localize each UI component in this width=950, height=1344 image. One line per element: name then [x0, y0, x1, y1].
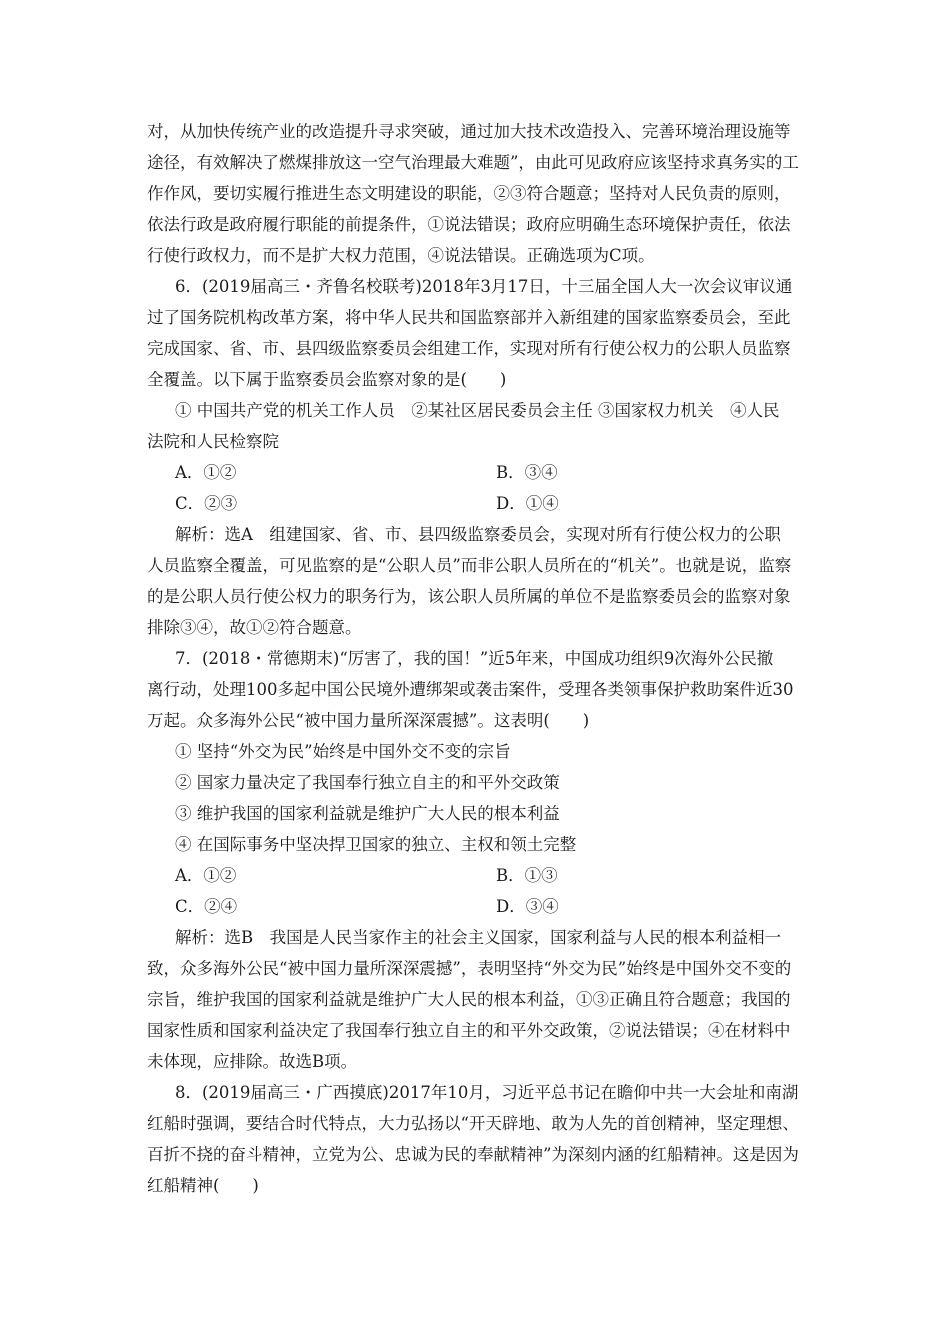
text-line: 途径，有效解决了燃煤排放这一空气治理最大难题”，由此可见政府应该坚持求真务实的工: [147, 153, 799, 172]
option-b: B．③④: [496, 463, 558, 482]
question-7-stem: 离行动，处理100多起中国公民境外遭绑架或袭击案件，受理各类领事保护救助案件近30: [147, 680, 794, 699]
question-6-stem: 完成国家、省、市、县四级监察委员会组建工作，实现对所有行使公权力的公职人员监察: [147, 339, 791, 358]
text-line: 行使行政权力，而不是扩大权力范围，④说法错误。正确选项为C项。: [147, 246, 655, 265]
question-6-analysis: 解析：选A 组建国家、省、市、县四级监察委员会，实现对所有行使公权力的公职: [175, 525, 781, 544]
question-7-stem: 万起。众多海外公民“被中国力量所深深震撼”。这表明( ): [147, 711, 590, 730]
question-7-stem: 7．(2018・常德期末)“厉害了，我的国！”近5年来，中国成功组织9次海外公民撤: [175, 649, 774, 668]
option-c: C．②④: [175, 897, 238, 916]
question-6-analysis: 的是公职人员行使公权力的职务行为，该公职人员所属的单位不是监察委员会的监察对象: [147, 587, 791, 606]
text-line: 依法行政是政府履行职能的前提条件，①说法错误；政府应明确生态环境保护责任，依法: [147, 215, 791, 234]
question-7-item: ② 国家力量决定了我国奉行独立自主的和平外交政策: [175, 773, 560, 792]
question-6-analysis: 人员监察全覆盖，可见监察的是“公职人员”而非公职人员所在的“机关”。也就是说，监察: [147, 556, 792, 575]
option-a: A．①②: [175, 866, 237, 885]
question-7-analysis: 解析：选B 我国是人民当家作主的社会主义国家，国家利益与人民的根本利益相一: [175, 928, 782, 947]
question-7-analysis: 未体现，应排除。故选B项。: [147, 1052, 358, 1071]
option-c: C．②③: [175, 494, 238, 513]
question-8-stem: 红船精神( ): [147, 1176, 259, 1195]
question-6-items: 法院和人民检察院: [147, 432, 279, 451]
option-d: D．③④: [496, 897, 559, 916]
question-7-analysis: 宗旨，维护我国的国家利益就是维护广大人民的根本利益，①③正确且符合题意；我国的: [147, 990, 791, 1009]
option-b: B．①③: [496, 866, 558, 885]
question-8-stem: 百折不挠的奋斗精神，立党为公、忠诚为民的奉献精神”为深刻内涵的红船精神。这是因为: [147, 1145, 799, 1164]
question-8-stem: 8．(2019届高三・广西摸底)2017年10月，习近平总书记在瞻仰中共一大会址和南湖: [175, 1083, 799, 1102]
question-7-item: ④ 在国际事务中坚决捍卫国家的独立、主权和领土完整: [175, 835, 577, 854]
question-7-item: ① 坚持“外交为民”始终是中国外交不变的宗旨: [175, 742, 511, 761]
question-6-analysis: 排除③④，故①②符合题意。: [147, 618, 362, 637]
question-6-stem: 6．(2019届高三・齐鲁名校联考)2018年3月17日，十三届全国人大一次会议审议通: [175, 277, 793, 296]
question-7-analysis: 致，众多海外公民“被中国力量所深深震撼”，表明坚持“外交为民”始终是中国外交不变的: [147, 959, 792, 978]
question-6-items: ① 中国共产党的机关工作人员 ②某社区居民委员会主任 ③国家权力机关 ④人民: [175, 401, 780, 420]
option-a: A．①②: [175, 463, 237, 482]
question-7-item: ③ 维护我国的国家利益就是维护广大人民的根本利益: [175, 804, 560, 823]
text-line: 作作风，要切实履行推进生态文明建设的职能，②③符合题意；坚持对人民负责的原则，: [147, 184, 791, 203]
question-7-analysis: 国家性质和国家利益决定了我国奉行独立自主的和平外交政策，②说法错误；④在材料中: [147, 1021, 791, 1040]
question-6-stem: 全覆盖。以下属于监察委员会监察对象的是( ): [147, 370, 507, 389]
question-8-stem: 红船时强调，要结合时代特点，大力弘扬以“开天辟地、敢为人先的首创精神，坚定理想、: [147, 1114, 799, 1133]
option-d: D．①④: [496, 494, 559, 513]
text-line: 对，从加快传统产业的改造提升寻求突破，通过加大技术改造投入、完善环境治理设施等: [147, 122, 791, 141]
question-6-stem: 过了国务院机构改革方案，将中华人民共和国监察部并入新组建的国家监察委员会，至此: [147, 308, 791, 327]
